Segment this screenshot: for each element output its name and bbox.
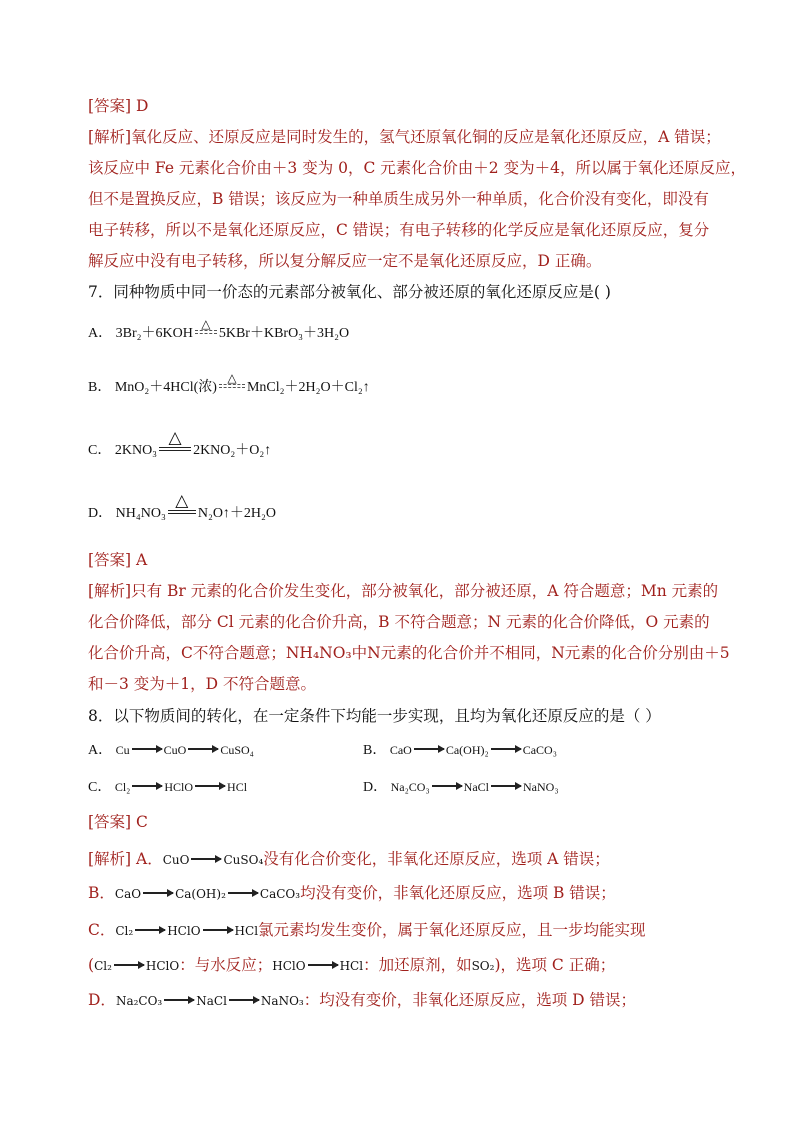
arrow-icon <box>432 785 462 787</box>
q8-explanation-b: B．CaO Ca(OH)₂ CaCO₃均没有变价，非氧化还原反应，选项 B 错误； <box>88 884 616 902</box>
q6-explanation-line: [解析]氧化反应、还原反应是同时发生的，氢气还原氧化铜的反应是氧化还原反应，A 错误； <box>88 128 721 146</box>
species: CuO <box>163 743 187 757</box>
q8-explanation-c: C．Cl₂ HClO HCl氯元素均发生变价，属于氧化还原反应，且一步均能实现 <box>88 921 646 939</box>
heat-condition-sign: △ <box>168 510 196 514</box>
species: Cl₂ <box>114 780 131 794</box>
heat-condition-sign: △ <box>219 384 245 388</box>
equation-rhs: N₂O↑＋2H₂O <box>197 506 277 521</box>
option-label: C． <box>88 443 112 458</box>
option-label: B． <box>363 743 387 758</box>
q8-answer: [答案] C <box>88 813 148 831</box>
option-label: C． <box>88 780 112 795</box>
q6-explanation-line: 电子转移，所以不是氧化还原反应，C 错误；有电子转移的化学反应是氧化还原反应，复分 <box>88 221 710 239</box>
equation-lhs: NH₄NO₃ <box>115 506 166 521</box>
q7-explanation-line: [解析]只有 Br 元素的化合价发生变化，部分被氧化，部分被还原，A 符合题意；Mn 元素的 <box>88 582 719 600</box>
equation-lhs: 3Br₂＋6KOH <box>115 326 193 341</box>
q8-option-d <box>363 777 559 798</box>
q8-explanation-a: [解析] A．CuO CuSO₄没有化合价变化，非氧化还原反应，选项 A 错误； <box>88 850 610 868</box>
arrow-icon <box>491 748 521 750</box>
arrow-icon <box>491 785 521 787</box>
species: HClO <box>164 780 194 794</box>
heat-condition-sign: △ <box>159 447 191 451</box>
q6-explanation-line: 但不是置换反应，B 错误；该反应为一种单质生成另外一种单质，化合价没有变化，即没有 <box>88 190 709 208</box>
heat-condition-sign: △ <box>195 330 217 334</box>
species: Cu <box>115 743 130 757</box>
species: CaO <box>389 743 412 757</box>
option-label: A． <box>88 743 113 758</box>
arrow-icon <box>195 785 225 787</box>
option-label: D． <box>363 780 388 795</box>
q7-option-b <box>88 371 370 398</box>
equation-lhs: MnO₂＋4HCl(浓) <box>114 380 217 395</box>
species: CuSO₄ <box>220 743 254 757</box>
species: HCl <box>227 780 248 794</box>
q6-explanation-line: 解反应中没有电子转移，所以复分解反应一定不是氧化还原反应，D 正确。 <box>88 252 602 270</box>
arrow-icon <box>188 748 218 750</box>
q8-option-a <box>88 740 254 761</box>
equation-rhs: 5KBr＋KBrO₃＋3H₂O <box>218 326 350 341</box>
equation-rhs: MnCl₂＋2H₂O＋Cl₂↑ <box>246 380 370 395</box>
q8-explanation-c-detail: (Cl₂ HClO：与水反应；HClO HCl：加还原剂，如SO₂)，选项 C 正确； <box>88 956 616 974</box>
q7-explanation-line: 和－3 变为＋1，D 不符合题意。 <box>88 675 317 693</box>
species: NaNO₃ <box>523 780 559 794</box>
species: Ca(OH)₂ <box>445 743 489 757</box>
q8-stem: 8．以下物质间的转化，在一定条件下均能一步实现，且均为氧化还原反应的是（ ） <box>88 707 661 725</box>
option-label: B． <box>88 380 112 395</box>
q6-explanation-line: 该反应中 Fe 元素化合价由＋3 变为 0，C 元素化合价由＋2 变为＋4，所以属于氧化还原反应， <box>88 159 746 177</box>
q8-option-c <box>88 777 247 798</box>
arrow-icon <box>414 748 444 750</box>
arrow-icon <box>132 785 162 787</box>
q7-option-d <box>88 491 277 524</box>
species: CaCO₃ <box>522 743 557 757</box>
equation-rhs: 2KNO₂＋O₂↑ <box>193 443 272 458</box>
q8-explanation-d: D．Na₂CO₃ NaCl NaNO₃：均没有变价，非氧化还原反应，选项 D 错误； <box>88 991 637 1009</box>
q7-answer: [答案] A <box>88 551 148 569</box>
q7-option-a <box>88 317 350 344</box>
q7-explanation-line: 化合价降低，部分 Cl 元素的化合价升高，B 不符合题意；N 元素的化合价降低，O 元素的 <box>88 613 710 631</box>
option-label: D． <box>88 506 113 521</box>
q7-stem: 7．同种物质中同一价态的元素部分被氧化、部分被还原的氧化还原反应是( ) <box>88 283 611 301</box>
option-label: A． <box>88 326 113 341</box>
species: NaCl <box>463 780 489 794</box>
species: Na₂CO₃ <box>390 780 430 794</box>
q8-option-b <box>363 740 557 761</box>
q7-option-c <box>88 428 272 461</box>
equation-lhs: 2KNO₃ <box>114 443 158 458</box>
q6-answer: [答案] D <box>88 97 149 115</box>
arrow-icon <box>132 748 162 750</box>
q7-explanation-line: 化合价升高，C不符合题意；NH₄NO₃中N元素的化合价并不相同，N元素的化合价分别由＋5 <box>88 644 730 662</box>
